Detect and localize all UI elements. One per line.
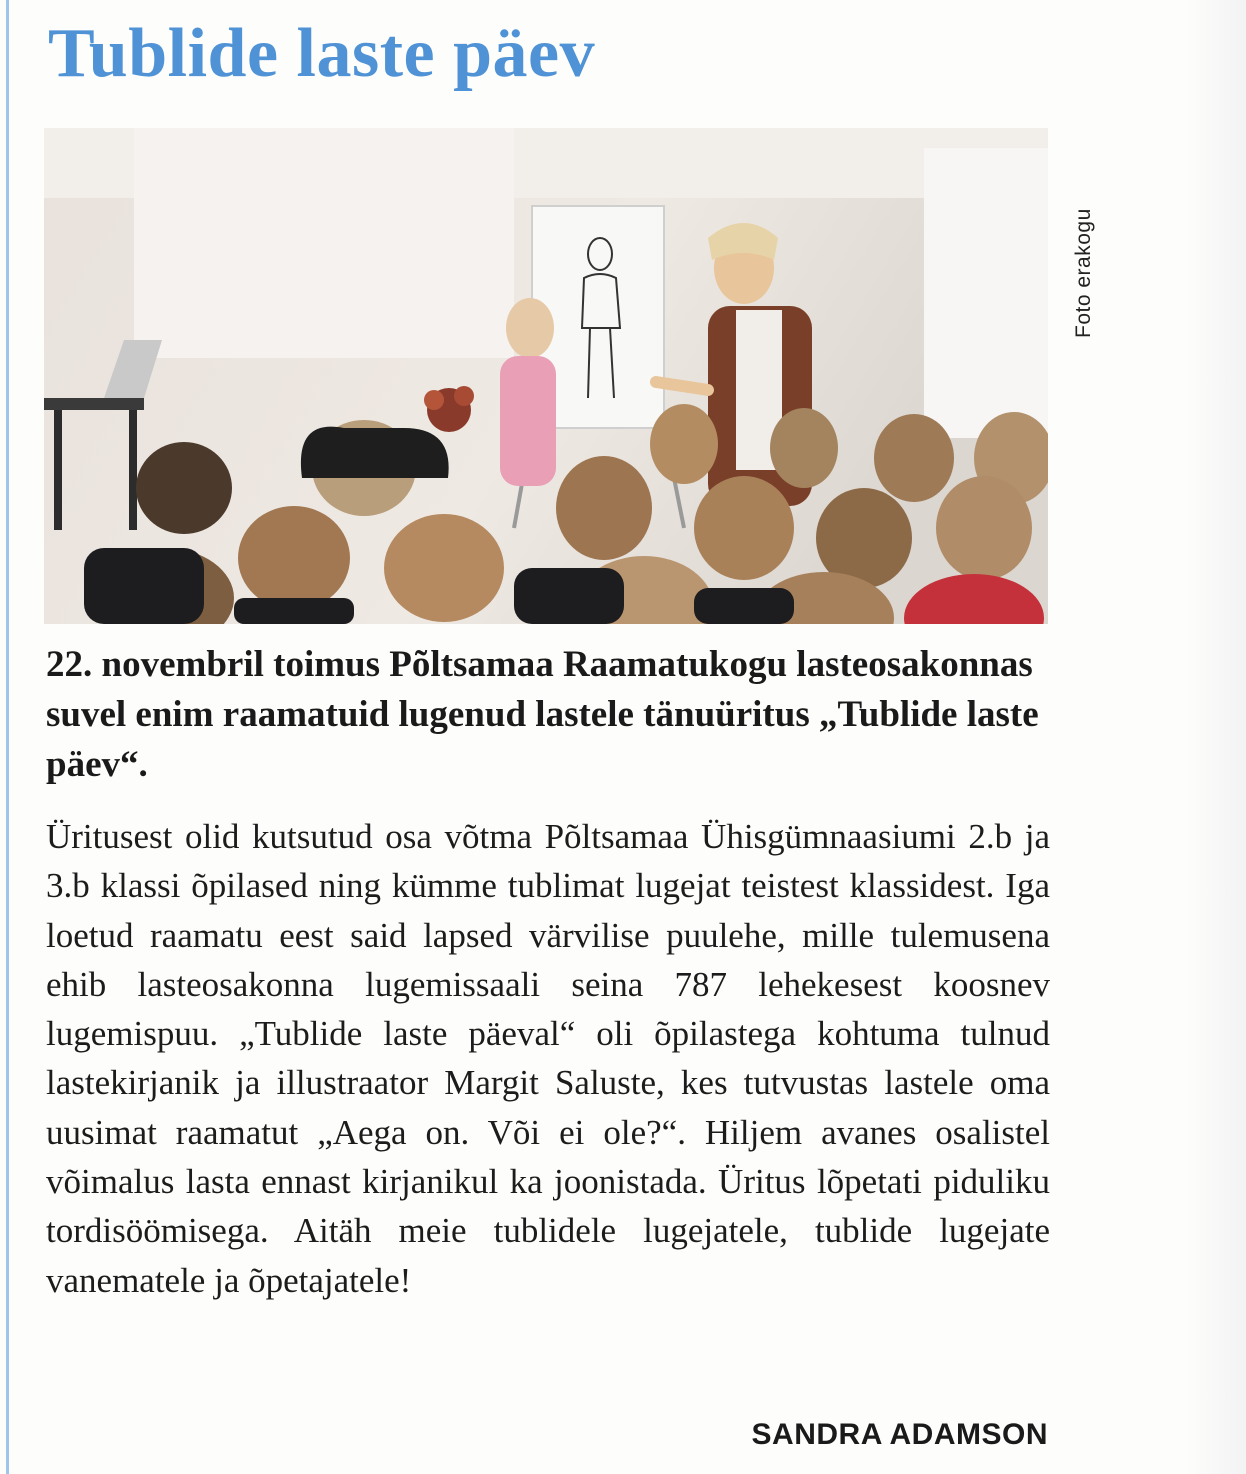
article-headline: Tublide laste päev — [48, 15, 596, 92]
article-photo — [44, 128, 1048, 624]
photo-credit: Foto erakogu — [1072, 208, 1095, 338]
article-lead: 22. novembril toimus Põltsamaa Raamatukogu lasteosakonnas suvel enim raamatuid lugenud lastele tänuüritus „Tublide laste päev“. — [46, 644, 1039, 785]
left-margin-rule — [6, 0, 9, 1474]
article-author: SANDRA ADAMSON — [751, 1418, 1048, 1451]
page-edge-shadow — [1186, 0, 1246, 1474]
article-body: Üritusest olid kutsutud osa võtma Põltsamaa Ühisgümnaasiumi 2.b ja 3.b klassi õpilased ning kümme tublimat lugejat teistest klassidest. Iga loetud raamatu eest said lapsed värvilise puulehe, mille tulemusena ehib lasteosakonna lugemissaali seina 787 lehekesest koosnev lugemispuu. „Tublide laste päeval“ oli õpilastega kohtuma tulnud lastekirjanik ja illustraator Margit Saluste, kes tutvustas lastele oma uusimat raamatut „Aega on. Või ei ole?“. Hiljem avanes osalistel võimalus lasta ennast kirjanikul ka joonistada. Üritus lõpetati piduliku tordisöömisega. Aitäh meie tublidele lugejatele, tublide lugejate vanematele ja õpetajatele! — [46, 817, 1050, 1300]
